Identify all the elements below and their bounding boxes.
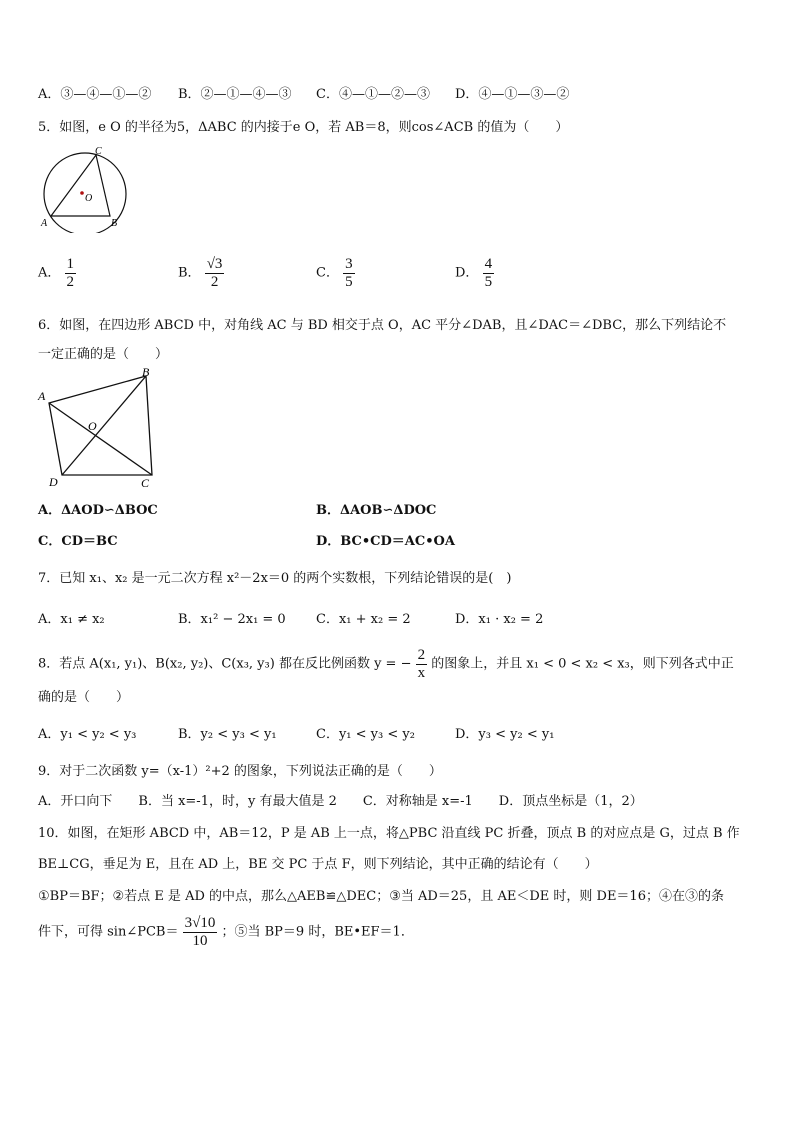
- q8-option-c: C．y₁ < y₃ < y₂: [316, 727, 415, 742]
- q10-line4-post: ；⑤当 BP＝9 时，BE•EF＝1．: [221, 924, 414, 940]
- q8-stem-pre: 8．若点 A(x₁, y₁)、B(x₂, y₂)、C(x₃, y₃) 都在反比例函数 y = −: [38, 656, 412, 672]
- q5-label-a: A: [41, 218, 48, 229]
- q5-circle-figure: [38, 143, 138, 233]
- q5-option-a: [38, 256, 76, 290]
- q5-option-a-label: A．: [38, 265, 61, 281]
- q8-option-d: D．y₃ < y₂ < y₁: [455, 727, 555, 742]
- q5-label-o: O: [85, 193, 93, 204]
- q6-option-d: D．BC•CD＝AC•OA: [316, 534, 455, 549]
- q6-label-b: B: [142, 365, 150, 379]
- q8-stem-line1: [38, 647, 734, 681]
- q7-option-a: A．x₁ ≠ x₂: [38, 612, 105, 627]
- q8-stem-line2: 确的是（ ）: [38, 690, 130, 705]
- q6-label-d: D: [49, 475, 58, 489]
- q5-option-d-fraction: $\frac{4}{5}$: [484, 256, 493, 290]
- q9-options: A．开口向下 B．当 x=-1，时，y 有最大值是 2 C．对称轴是 x=-1 D．顶点坐标是（1，2）: [38, 794, 643, 809]
- q6-stem-line2: 一定正确的是（ ）: [38, 347, 169, 362]
- q4-option-d: D．④—①—③—②: [455, 87, 570, 102]
- q8-function-fraction: $\frac{2}{x}$: [417, 647, 426, 681]
- q10-sin-fraction: $\frac{3√10}{10}$: [184, 915, 216, 949]
- q5-option-d: [455, 256, 494, 290]
- q6-quadrilateral-figure: [36, 365, 166, 490]
- q7-option-c: C．x₁ + x₂ = 2: [316, 612, 411, 627]
- q5-label-c: C: [95, 146, 102, 157]
- q10-stem-line3: ①BP＝BF；②若点 E 是 AD 的中点，那么△AEB≌△DEC；③当 AD＝25，且 AE＜DE 时，则 DE＝16；④在③的条: [38, 889, 724, 904]
- q4-option-b: B．②—①—④—③: [178, 87, 292, 102]
- q5-label-b: B: [111, 218, 118, 229]
- q6-option-c: C．CD＝BC: [38, 534, 118, 549]
- q5-stem: 5．如图，e O 的半径为5，ΔABC 的内接于e O，若 AB＝8，则cos∠ACB 的值为（ ）: [38, 120, 569, 135]
- q7-option-b: B．x₁² − 2x₁ = 0: [178, 612, 286, 627]
- q10-line4-pre: 件下，可得 sin∠PCB＝: [38, 924, 179, 940]
- q8-option-b: B．y₂ < y₃ < y₁: [178, 727, 277, 742]
- q4-option-a: A．③—④—①—②: [38, 87, 152, 102]
- q5-option-d-label: D．: [455, 265, 479, 281]
- q6-label-a: A: [38, 389, 46, 403]
- q5-option-b-fraction: $\frac{√3}{2}$: [206, 256, 223, 290]
- q6-option-a: A．ΔAOD∽ΔBOC: [38, 503, 158, 518]
- q4-option-c: C．④—①—②—③: [316, 87, 430, 102]
- q5-option-c: [316, 256, 355, 290]
- q5-option-a-fraction: $\frac{1}{2}$: [66, 256, 75, 290]
- q10-stem-line1: 10．如图，在矩形 ABCD 中，AB＝12，P 是 AB 上一点，将△PBC 沿直线 PC 折叠，顶点 B 的对应点是 G，过点 B 作: [38, 826, 740, 841]
- q5-option-b: [178, 256, 224, 290]
- q5-option-c-fraction: $\frac{3}{5}$: [345, 256, 353, 290]
- q8-stem-post: 的图象上，并且 x₁ < 0 < x₂ < x₃，则下列各式中正: [431, 656, 734, 672]
- q10-stem-line4: [38, 915, 414, 949]
- q6-option-b: B．ΔAOB∽ΔDOC: [316, 503, 437, 518]
- q6-stem-line1: 6．如图，在四边形 ABCD 中，对角线 AC 与 BD 相交于点 O，AC 平分∠DAB，且∠DAC＝∠DBC，那么下列结论不: [38, 318, 727, 333]
- q5-option-b-label: B．: [178, 265, 201, 281]
- q7-option-d: D．x₁ · x₂ = 2: [455, 612, 544, 627]
- q10-stem-line2: BE⊥CG，垂足为 E，且在 AD 上，BE 交 PC 于点 F，则下列结论，其中正确的结论有（ ）: [38, 857, 598, 872]
- q7-stem: 7．已知 x₁、x₂ 是一元二次方程 x²－2x＝0 的两个实数根，下列结论错误的是( ): [38, 571, 512, 586]
- q6-label-o: O: [88, 419, 97, 433]
- q6-label-c: C: [141, 476, 150, 490]
- q9-stem: 9．对于二次函数 y=（x-1）²+2 的图象，下列说法正确的是（ ）: [38, 764, 442, 779]
- q8-option-a: A．y₁ < y₂ < y₃: [38, 727, 137, 742]
- q5-option-c-label: C．: [316, 265, 339, 281]
